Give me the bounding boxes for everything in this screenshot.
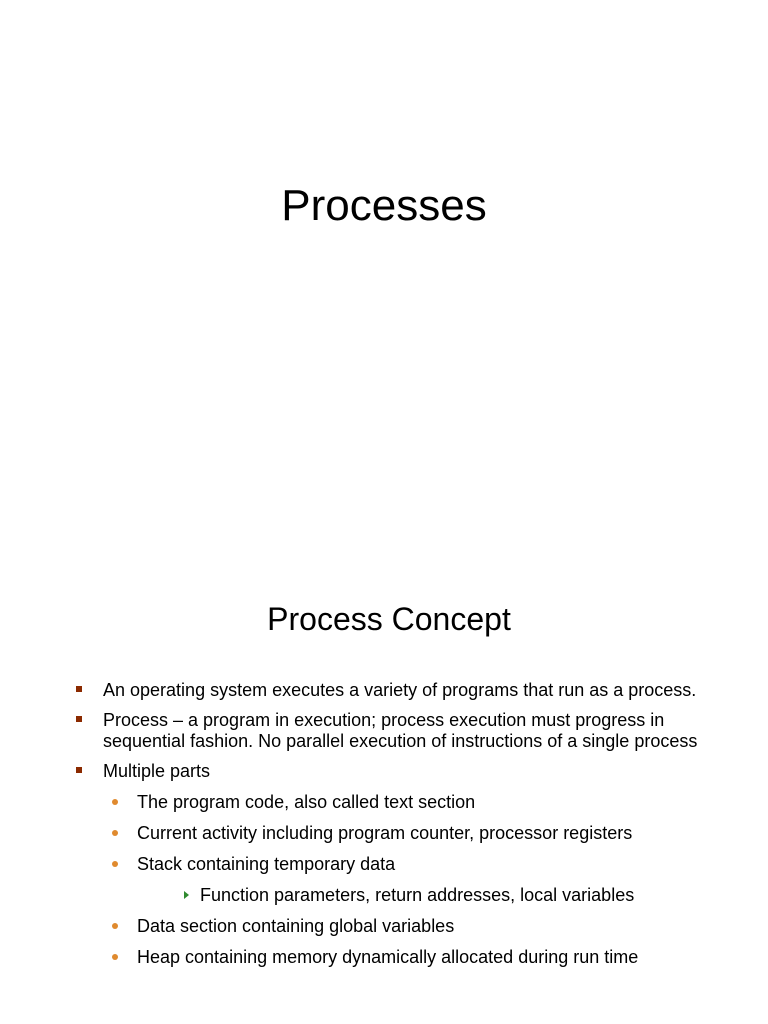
sub-bullet-item (103, 792, 698, 813)
sub-bullet-text: Current activity including program counter, processor registers (137, 823, 633, 843)
round-bullet-icon (112, 830, 118, 836)
bullet-text: An operating system executes a variety of programs that run as a process. (103, 680, 697, 700)
sub-sub-bullet-list (137, 885, 698, 906)
slide-title: Processes (281, 181, 487, 230)
sub-bullet-text: Heap containing memory dynamically allocated during run time (137, 947, 639, 967)
square-bullet-icon (76, 686, 82, 692)
square-bullet-icon (76, 716, 82, 722)
sub-bullet-text: The program code, also called text section (137, 792, 476, 812)
round-bullet-icon (112, 954, 118, 960)
sub-bullet-item (103, 854, 698, 906)
sub-bullet-item (103, 823, 698, 844)
round-bullet-icon (112, 861, 118, 867)
bullet-item (0, 761, 768, 968)
sub-sub-bullet-item (171, 885, 698, 906)
round-bullet-icon (112, 799, 118, 805)
sub-bullet-list (103, 792, 698, 968)
round-bullet-icon (112, 923, 118, 929)
bullet-text: Multiple parts (103, 761, 211, 781)
bullet-list (0, 680, 768, 978)
sub-bullet-item (103, 947, 698, 968)
slide-process-concept (0, 576, 768, 1024)
sub-bullet-item (103, 916, 698, 937)
bullet-text: Process – a program in execution; process execution must progress in sequential fashion. No parallel execution of instructions of a single process (103, 710, 698, 751)
sub-bullet-text: Stack containing temporary data (137, 854, 396, 874)
square-bullet-icon (76, 767, 82, 773)
sub-sub-bullet-text: Function parameters, return addresses, local variables (200, 885, 635, 905)
sub-bullet-text: Data section containing global variables (137, 916, 455, 936)
bullet-item (0, 710, 768, 752)
slide-title: Process Concept (267, 601, 511, 637)
triangle-bullet-icon (184, 891, 189, 899)
bullet-item (0, 680, 768, 701)
